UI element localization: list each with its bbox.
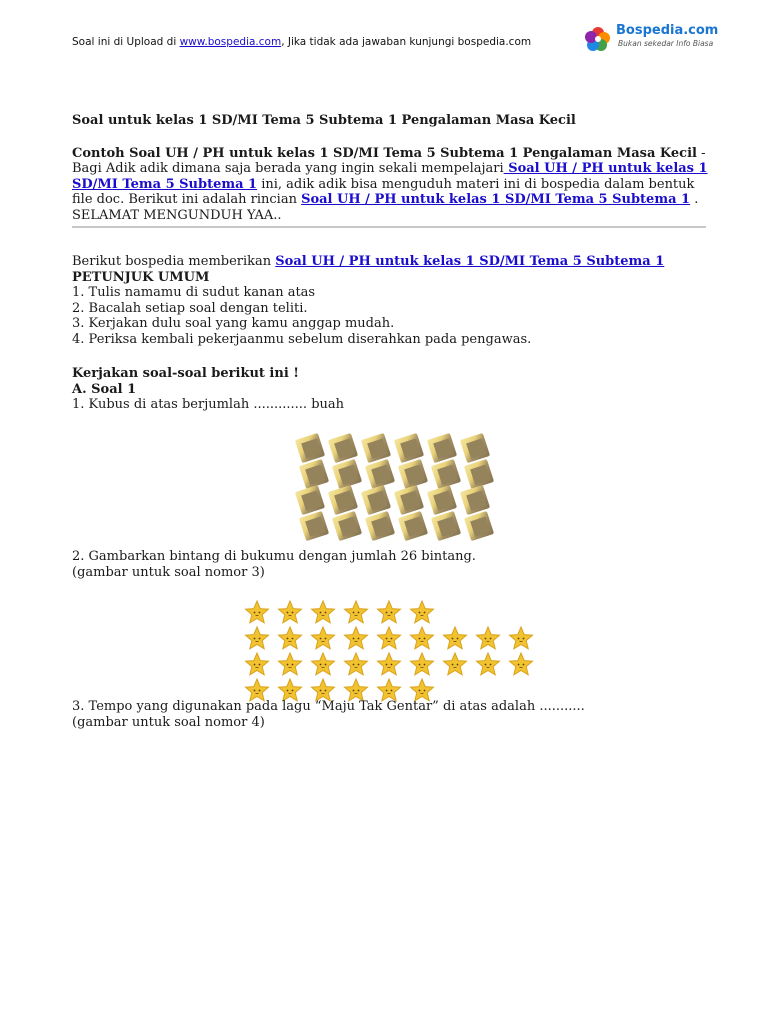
header-notice: [72, 36, 531, 48]
page-header: [0, 0, 768, 80]
cube-shape: [398, 511, 428, 541]
stars-figure: [242, 598, 542, 698]
header-suffix: , Jika tidak ada jawaban kunjungi bospedia.com: [281, 36, 532, 48]
star-icon: [376, 652, 402, 676]
intro-paragraph: [72, 146, 712, 224]
cube-shape: [299, 459, 329, 489]
question-2-caption: (gambar untuk soal nomor 3): [72, 564, 265, 580]
cube-shape: [431, 459, 461, 489]
questions-section-label: A. Soal 1: [72, 381, 137, 397]
star-icon: [244, 652, 270, 676]
question-2: 2. Gambarkan bintang di bukumu dengan jumlah 26 bintang.: [72, 549, 476, 564]
star-icon: [508, 652, 534, 676]
star-icon: [442, 626, 468, 650]
rule-item: 2. Bacalah setiap soal dengan teliti.: [72, 300, 308, 316]
star-icon: [244, 626, 270, 650]
header-link[interactable]: www.bospedia.com: [179, 36, 282, 48]
cubes-figure: [290, 432, 500, 544]
intro-text-3: . SELAMAT MENGUNDUH YAA..: [72, 192, 699, 223]
cube-shape: [464, 459, 494, 489]
question-3-caption: (gambar untuk soal nomor 4): [72, 714, 265, 730]
question-3: 3. Tempo yang digunakan pada lagu “Maju Tak Gentar” di atas adalah ...........: [72, 699, 585, 714]
star-icon: [409, 600, 435, 624]
star-icon: [277, 652, 303, 676]
header-prefix: Soal ini di Upload di: [72, 36, 180, 48]
logo-flower-icon: [584, 25, 612, 53]
intro-link-2[interactable]: Soal UH / PH untuk kelas 1 SD/MI Tema 5 Subtema 1: [301, 192, 691, 207]
cube-shape: [332, 459, 362, 489]
divider: [72, 226, 706, 228]
star-icon: [277, 626, 303, 650]
bospedia-logo[interactable]: [584, 23, 719, 53]
star-icon: [244, 600, 270, 624]
star-icon: [508, 626, 534, 650]
star-icon: [409, 626, 435, 650]
star-icon: [310, 600, 336, 624]
star-icon: [277, 600, 303, 624]
section2-link[interactable]: Soal UH / PH untuk kelas 1 SD/MI Tema 5 Subtema 1: [275, 254, 665, 269]
question-2-block: [72, 549, 712, 580]
star-icon: [376, 600, 402, 624]
rule-item: 3. Kerjakan dulu soal yang kamu anggap mudah.: [72, 316, 395, 331]
question-1: 1. Kubus di atas berjumlah ............. buah: [72, 397, 345, 412]
logo-tagline: Bukan sekedar Info Biasa: [618, 39, 714, 48]
star-icon: [376, 626, 402, 650]
cube-shape: [398, 459, 428, 489]
star-icon: [310, 652, 336, 676]
rule-item: 4. Periksa kembali pekerjaanmu sebelum diserahkan pada pengawas.: [72, 331, 532, 347]
cube-shape: [464, 511, 494, 541]
star-icon: [343, 626, 369, 650]
cube-shape: [299, 511, 329, 541]
cube-shape: [365, 459, 395, 489]
section2-lead: Berikut bospedia memberikan: [72, 254, 276, 269]
cube-shape: [332, 511, 362, 541]
star-icon: [442, 652, 468, 676]
star-icon: [310, 626, 336, 650]
document-intro: [72, 113, 712, 223]
star-icon: [475, 652, 501, 676]
questions-instruction: Kerjakan soal-soal berikut ini !: [72, 366, 299, 381]
intro-text-2: ini, adik adik bisa menguduh materi ini di bospedia dalam bentuk file doc. Berikut ini adalah rincian: [72, 176, 695, 207]
intro-link-1[interactable]: Soal UH / PH untuk kelas 1 SD/MI Tema 5 Subtema 1: [72, 161, 708, 192]
logo-name: Bospedia.com: [616, 23, 719, 38]
section2-lead-line: [72, 254, 712, 270]
star-icon: [409, 652, 435, 676]
cube-shape: [365, 511, 395, 541]
star-icon: [343, 600, 369, 624]
question-3-block: [72, 699, 712, 730]
intro-text-1: - Bagi Adik adik dimana saja berada yang ingin sekali mempelajari: [72, 145, 706, 176]
rule-item: 1. Tulis namamu di sudut kanan atas: [72, 285, 316, 300]
intro-bold-lead: Contoh Soal UH / PH untuk kelas 1 SD/MI Tema 5 Subtema 1 Pengalaman Masa Kecil: [72, 145, 697, 161]
star-icon: [343, 652, 369, 676]
cube-shape: [431, 511, 461, 541]
star-icon: [475, 626, 501, 650]
instructions-heading: PETUNJUK UMUM: [72, 269, 210, 285]
document-title: Soal untuk kelas 1 SD/MI Tema 5 Subtema 1 Pengalaman Masa Kecil: [72, 113, 576, 128]
questions-header: [72, 366, 712, 413]
general-instructions: [72, 254, 712, 347]
